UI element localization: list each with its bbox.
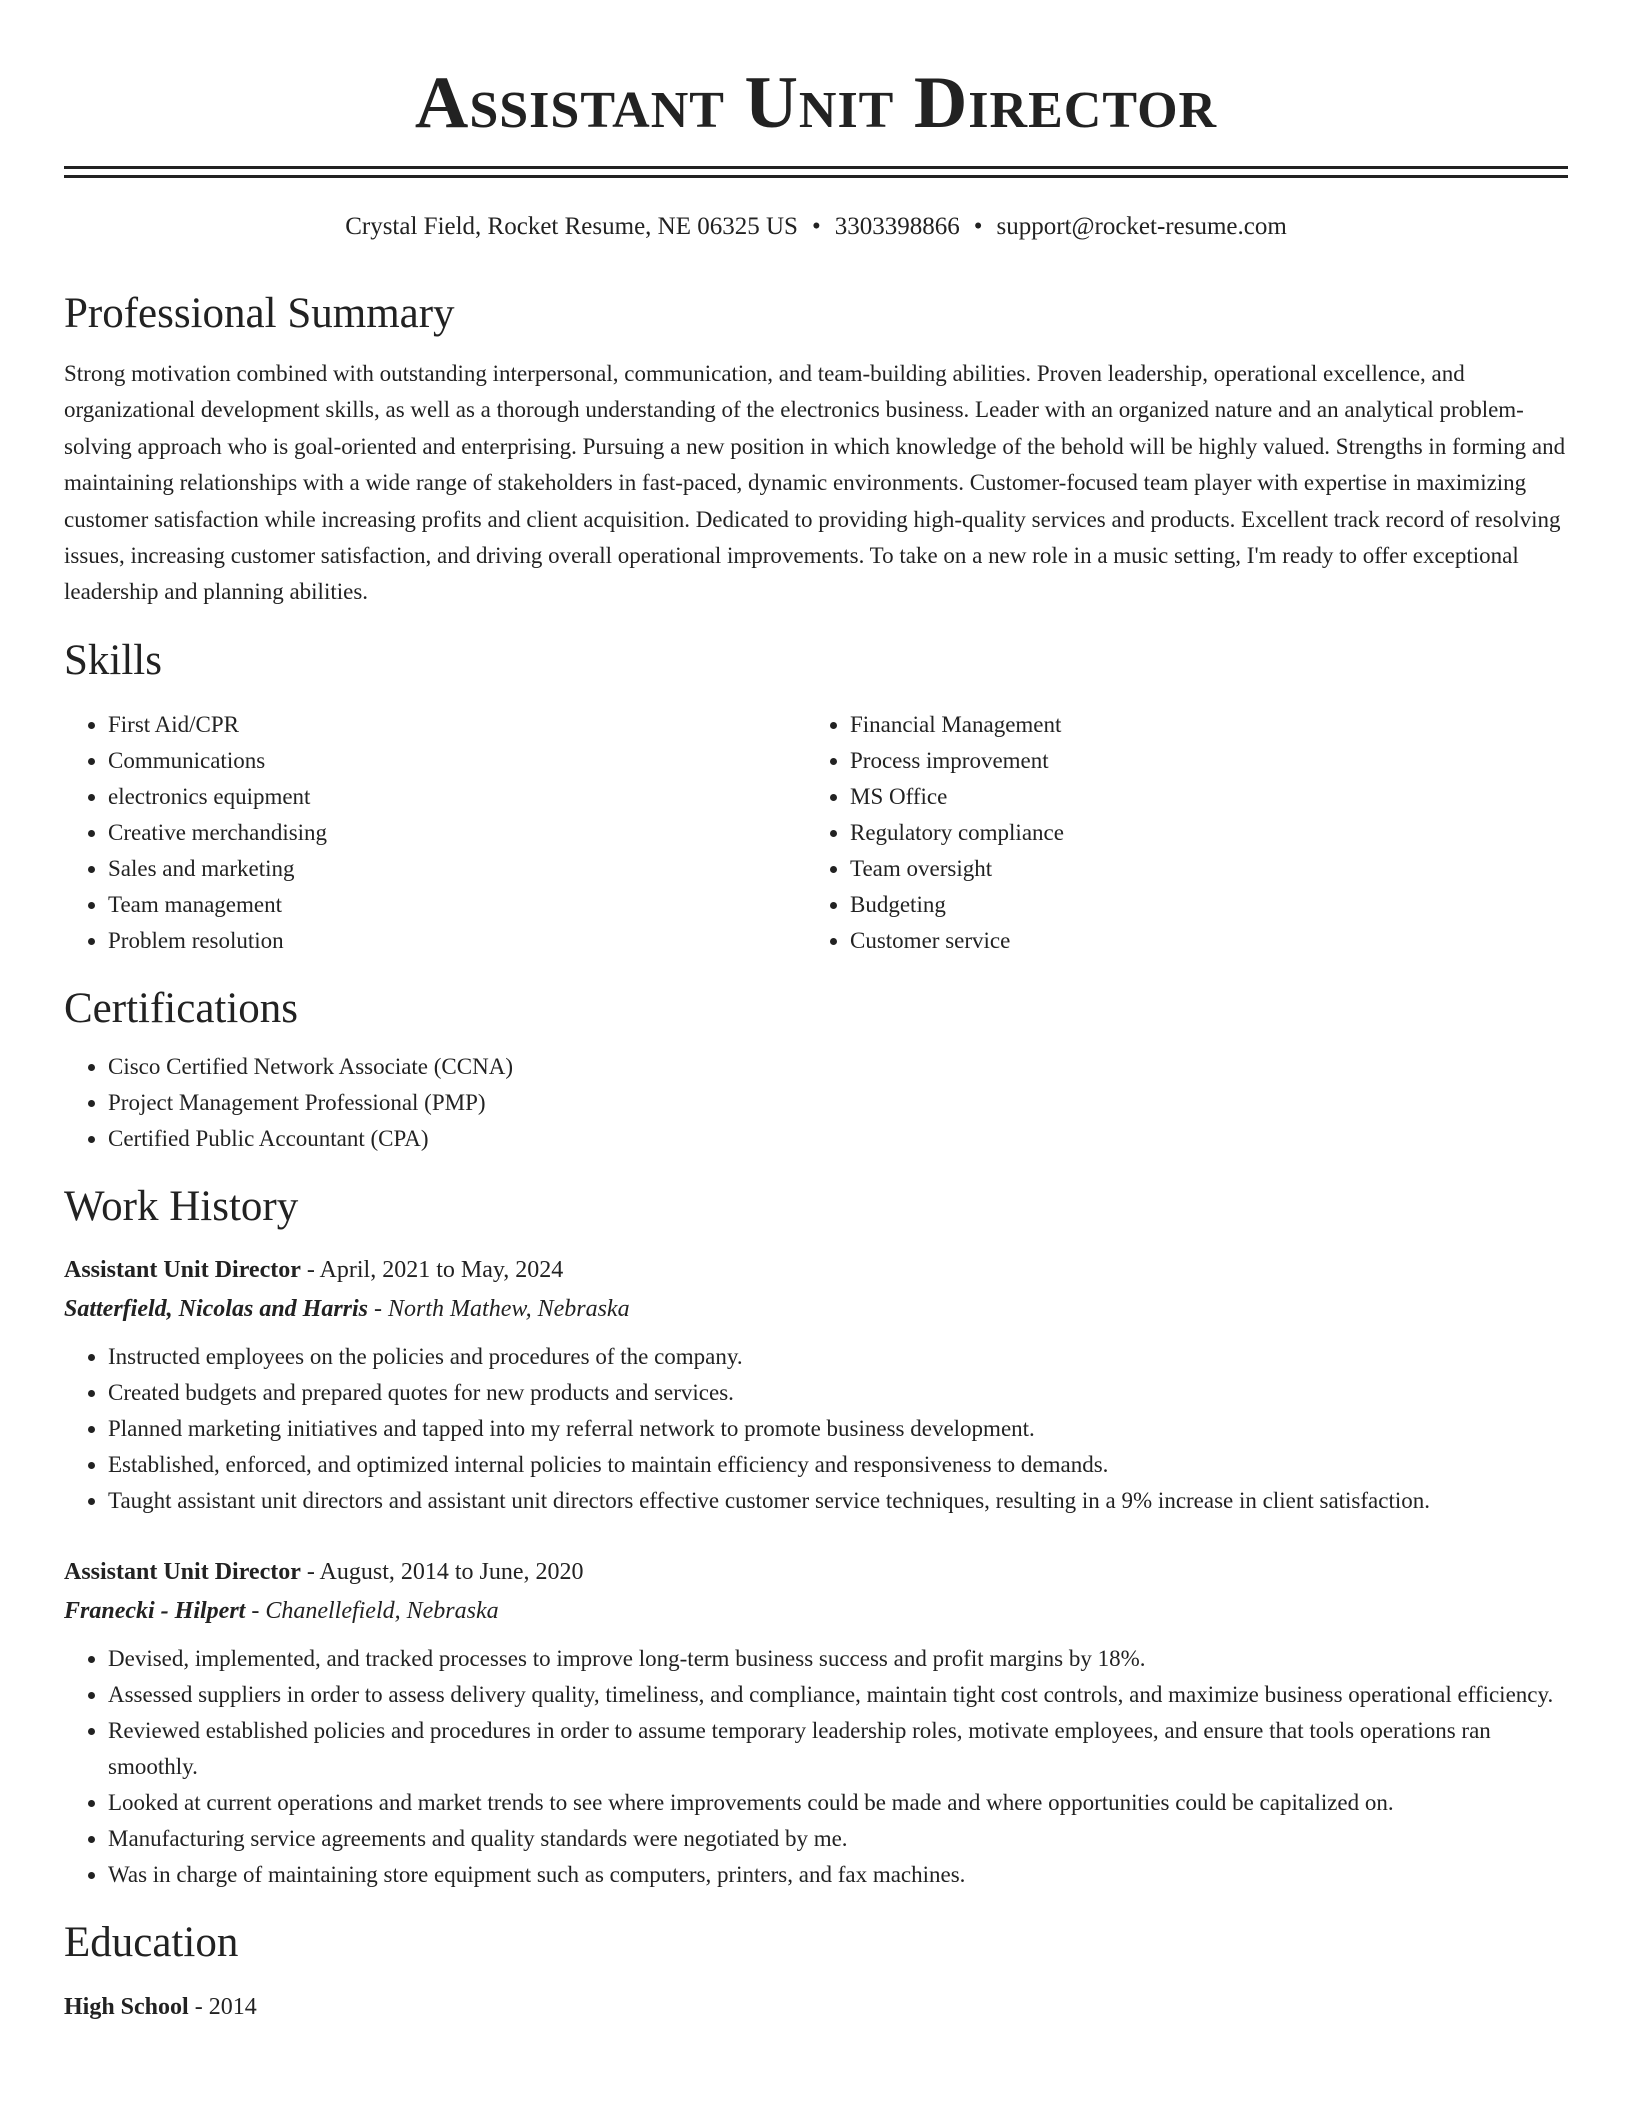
job-dates: - April, 2021 to May, 2024 bbox=[300, 1256, 564, 1283]
summary-text: Strong motivation combined with outstanding interpersonal, communication, and team-building abilities. Proven leadership, operational excellence, and organizational development skills, as well as a thorough understanding of the electronics business. Leader with an organized nature and an analytical problem-solving approach who is goal-oriented and enterprising. Pursuing a new position in which knowledge of the behold will be highly valued. Strengths in forming and maintaining relationships with a wide range of stakeholders in fast-paced, dynamic environments. Customer-focused team player with expertise in maximizing customer satisfaction while increasing profits and client acquisition. Dedicated to providing high-quality services and products. Excellent track record of resolving issues, increasing customer satisfaction, and driving overall operational improvements. To take on a new role in a music setting, I'm ready to offer exceptional leadership and planning abilities. bbox=[64, 361, 1566, 605]
contact-phone: 3303398866 bbox=[834, 213, 960, 240]
skills-list-left bbox=[64, 707, 806, 959]
job-title: Assistant Unit Director bbox=[64, 1558, 301, 1585]
job-company-line bbox=[64, 1591, 1568, 1631]
job-duty-item: • Planned marketing initiatives and tapped into my referral network to promote business development. bbox=[108, 1411, 1568, 1447]
job-duty-item: • Assessed suppliers in order to assess delivery quality, timeliness, and compliance, maintain tight cost controls, and maximize business operational efficiency. bbox=[108, 1677, 1568, 1713]
job-duty-item: • Devised, implemented, and tracked processes to improve long-term business success and profit margins by 18%. bbox=[108, 1641, 1568, 1677]
job-duty-item: • Created budgets and prepared quotes for new products and services. bbox=[108, 1375, 1568, 1411]
job-duty-item: • Was in charge of maintaining store equipment such as computers, printers, and fax machines. bbox=[108, 1857, 1568, 1893]
education-degree: High School bbox=[64, 1993, 189, 2020]
job-title-line bbox=[64, 1251, 1568, 1289]
contact-address: Crystal Field, Rocket Resume, NE 06325 US bbox=[345, 213, 798, 240]
contact-line bbox=[64, 210, 1568, 244]
job-location: - Chanellefield, Nebraska bbox=[245, 1597, 499, 1624]
certification-item: • Cisco Certified Network Associate (CCNA) bbox=[108, 1049, 1568, 1085]
certification-item: • Project Management Professional (PMP) bbox=[108, 1085, 1568, 1121]
job-duty-item: • Established, enforced, and optimized internal policies to maintain efficiency and responsiveness to demands. bbox=[108, 1447, 1568, 1483]
job-duty-item: • Manufacturing service agreements and quality standards were negotiated by me. bbox=[108, 1821, 1568, 1857]
skill-item: • Financial Management bbox=[850, 707, 1548, 743]
job-duty-item: • Looked at current operations and market trends to see where improvements could be made and where opportunities could be capitalized on. bbox=[108, 1785, 1568, 1821]
job-entry bbox=[64, 1553, 1568, 1893]
skills-columns bbox=[64, 707, 1568, 959]
skill-item: • MS Office bbox=[850, 779, 1548, 815]
contact-separator: • bbox=[811, 213, 821, 240]
education-entry bbox=[64, 1987, 1568, 2027]
certification-item: • Certified Public Accountant (CPA) bbox=[108, 1121, 1568, 1157]
job-company: Franecki - Hilpert bbox=[64, 1597, 246, 1624]
skill-item: • electronics equipment bbox=[108, 779, 806, 815]
skill-item: • Sales and marketing bbox=[108, 851, 806, 887]
job-duties-list bbox=[64, 1339, 1568, 1519]
skill-item: • Team management bbox=[108, 887, 806, 923]
job-title-line bbox=[64, 1553, 1568, 1591]
skills-column-left bbox=[64, 707, 806, 959]
skill-item: • First Aid/CPR bbox=[108, 707, 806, 743]
education-year: - 2014 bbox=[188, 1993, 257, 2020]
skill-item: • Communications bbox=[108, 743, 806, 779]
job-title: Assistant Unit Director bbox=[64, 1256, 301, 1283]
contact-separator: • bbox=[973, 213, 983, 240]
job-duty-item: • Taught assistant unit directors and assistant unit directors effective customer service techniques, resulting in a 9% increase in client satisfaction. bbox=[108, 1483, 1568, 1519]
certifications-list bbox=[64, 1049, 1568, 1157]
work-history-heading: Work History bbox=[64, 1182, 299, 1230]
certifications-heading: Certifications bbox=[64, 984, 299, 1032]
skill-item: • Customer service bbox=[850, 923, 1548, 959]
job-dates: - August, 2014 to June, 2020 bbox=[300, 1558, 584, 1585]
title-divider-bottom bbox=[64, 175, 1568, 178]
contact-email: support@rocket-resume.com bbox=[996, 213, 1287, 240]
skills-column-right bbox=[806, 707, 1548, 959]
job-entry bbox=[64, 1251, 1568, 1519]
resume-title: Assistant Unit Director bbox=[414, 62, 1218, 144]
skill-item: • Process improvement bbox=[850, 743, 1548, 779]
job-company: Satterfield, Nicolas and Harris bbox=[64, 1295, 369, 1322]
job-duty-item: • Reviewed established policies and procedures in order to assume temporary leadership roles, motivate employees, and ensure that tools operations ran smoothly. bbox=[108, 1713, 1568, 1785]
title-divider-top bbox=[64, 166, 1568, 169]
job-location: - North Mathew, Nebraska bbox=[368, 1295, 630, 1322]
skill-item: • Creative merchandising bbox=[108, 815, 806, 851]
skills-list-right bbox=[806, 707, 1548, 959]
skill-item: • Team oversight bbox=[850, 851, 1548, 887]
job-duties-list bbox=[64, 1641, 1568, 1893]
job-company-line bbox=[64, 1289, 1568, 1329]
education-heading: Education bbox=[64, 1918, 239, 1966]
skill-item: • Budgeting bbox=[850, 887, 1548, 923]
summary-heading: Professional Summary bbox=[64, 290, 455, 337]
skill-item: • Problem resolution bbox=[108, 923, 806, 959]
skills-heading: Skills bbox=[64, 636, 162, 684]
skill-item: • Regulatory compliance bbox=[850, 815, 1548, 851]
job-duty-item: • Instructed employees on the policies and procedures of the company. bbox=[108, 1339, 1568, 1375]
